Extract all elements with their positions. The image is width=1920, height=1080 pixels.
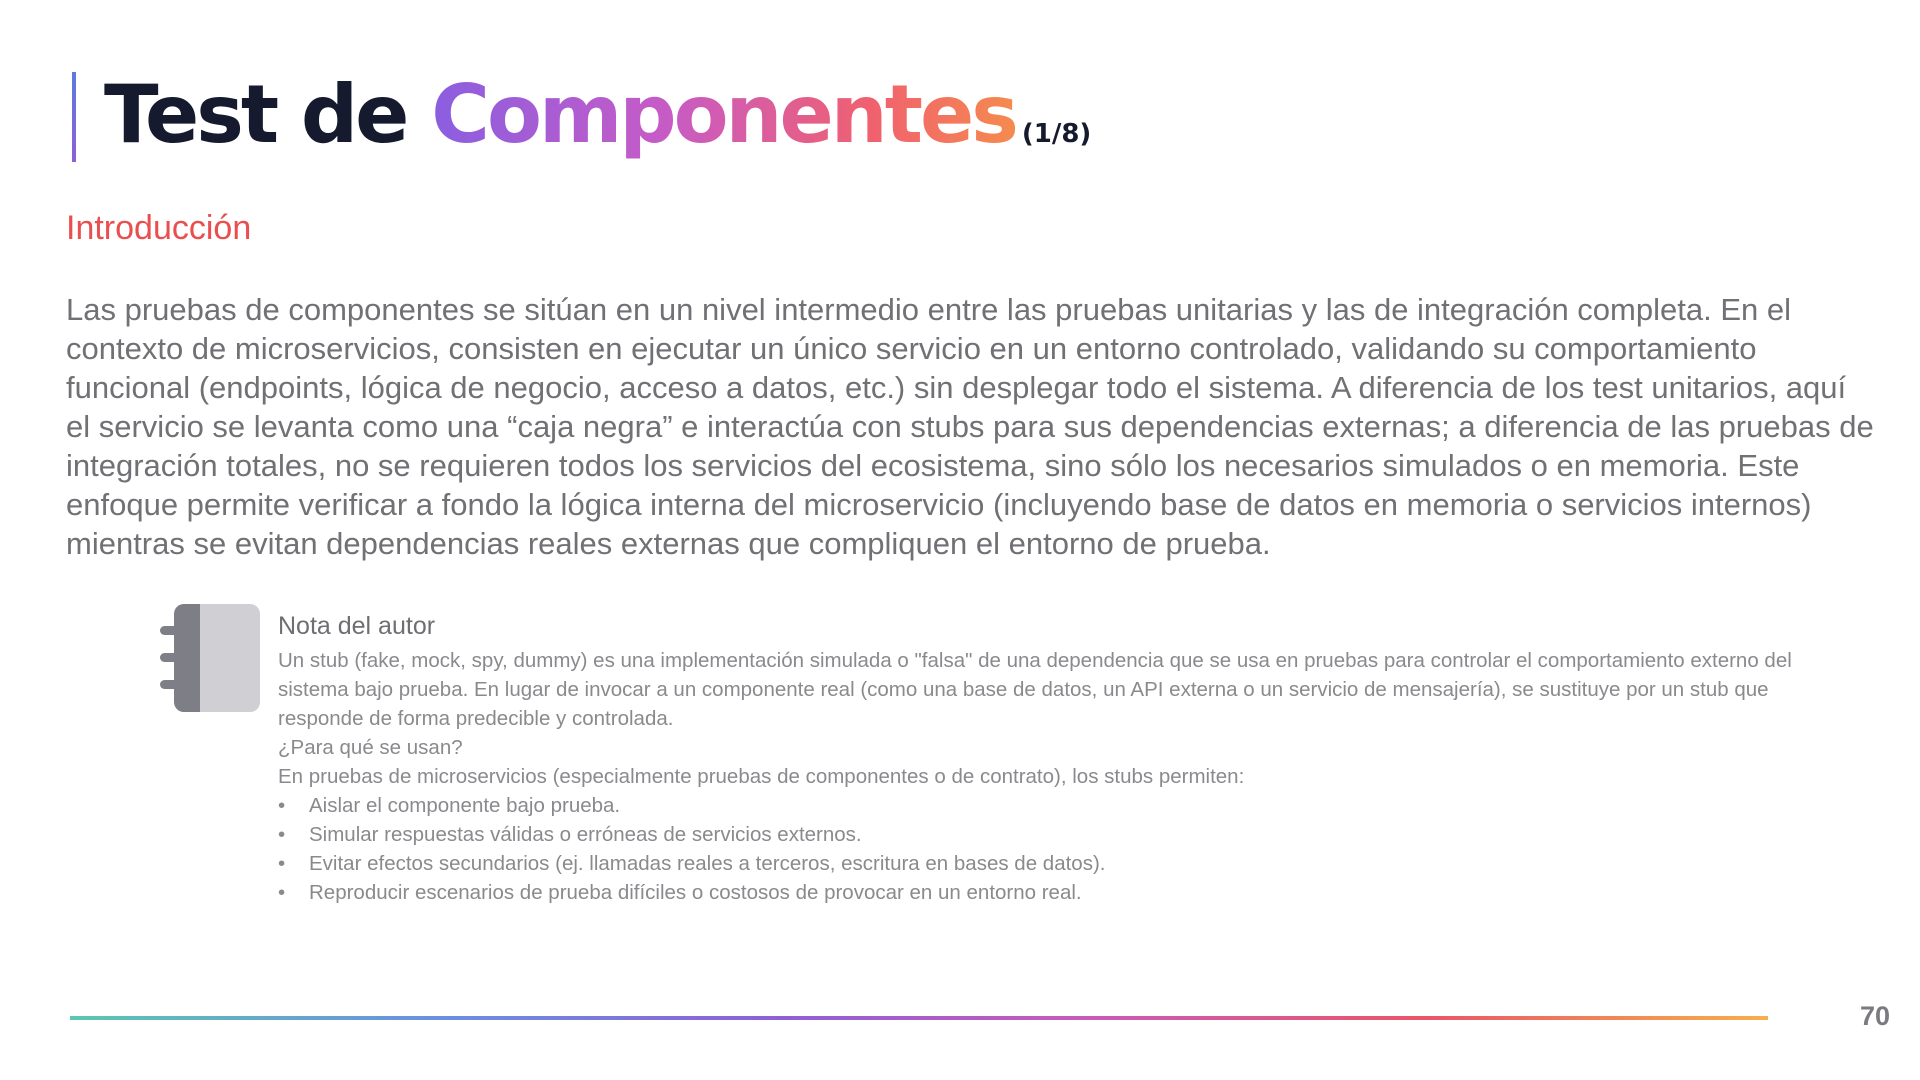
- note-bullet: • Simular respuestas válidas o erróneas de servicios externos.: [278, 820, 1798, 849]
- page-number: 70: [1859, 1001, 1890, 1031]
- note-bullet: • Reproducir escenarios de prueba difíciles o costosos de provocar en un entorno real.: [278, 878, 1798, 907]
- note-bullet: • Evitar efectos secundarios (ej. llamadas reales a terceros, escritura en bases de datos).: [278, 849, 1798, 878]
- note-question: ¿Para qué se usan?: [278, 736, 463, 759]
- title-highlight: Componentes: [431, 68, 1016, 161]
- page-title: [104, 60, 1091, 189]
- author-note: [278, 610, 1798, 907]
- footer-gradient-line: [70, 1016, 1768, 1020]
- note-bullet-list: [278, 791, 1798, 907]
- note-title: Nota del autor: [278, 612, 436, 640]
- notebook-icon: [158, 604, 262, 716]
- section-heading: Introducción: [66, 209, 252, 247]
- title-plain: Test de: [104, 68, 407, 161]
- note-paragraph: Un stub (fake, mock, spy, dummy) es una implementación simulada o "falsa" de una dependencia que se usa en pruebas para controlar el comportamiento externo del sistema bajo prueba. En lugar de invocar a un componente real (como una base de datos, un API externa o un servicio de mensajería), se sustituye por un stub que responde de forma predecible y controlada.: [278, 649, 1792, 730]
- title-accent-bar: [72, 72, 76, 162]
- note-bullet: • Aislar el componente bajo prueba.: [278, 791, 1798, 820]
- slide-counter: (1/8): [1021, 119, 1092, 149]
- note-lead: En pruebas de microservicios (especialmente pruebas de componentes o de contrato), los stubs permiten:: [278, 765, 1245, 788]
- intro-paragraph: Las pruebas de componentes se sitúan en un nivel intermedio entre las pruebas unitarias y las de integración completa. En el contexto de microservicios, consisten en ejecutar un único servicio en un entorno controlado, validando su comportamiento funcional (endpoints, lógica de negocio, acceso a datos, etc.) sin desplegar todo el sistema. A diferencia de los test unitarios, aquí el servicio se levanta como una “caja negra” e interactúa con stubs para sus dependencias externas; a diferencia de las pruebas de integración totales, no se requieren todos los servicios del ecosistema, sino sólo los necesarios simulados o en memoria. Este enfoque permite verificar a fondo la lógica interna del microservicio (incluyendo base de datos en memoria o servicios internos) mientras se evitan dependencias reales externas que compliquen el entorno de prueba.: [66, 292, 1874, 561]
